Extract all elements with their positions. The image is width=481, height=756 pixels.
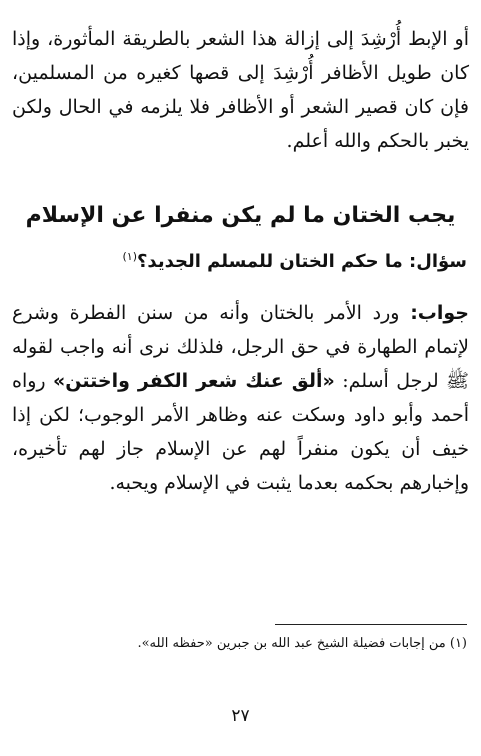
answer-text-before: ورد الأمر بالختان وأنه من سنن الفطرة وشرع لإتمام الطهارة في حق الرجل، فلذلك نرى أنه واجب لقوله ﷺ لرجل أسلم: — [12, 302, 470, 392]
question-text: ما حكم الختان للمسلم الجديد؟ — [136, 251, 403, 272]
intro-paragraph: أو الإبط أُرْشِدَ إلى إزالة هذا الشعر بالطريقة المأثورة، وإذا كان طويل الأظافر أُرْشِدَ إلى قصها كغيره من المسلمين، فإن كان قصير الشعر أو الأظافر فلا يلزمه في الحال ولكن يخبر بالحكم والله أعلم. — [12, 28, 469, 152]
question — [14, 250, 467, 272]
footnote: (١) من إجابات فضيلة الشيخ عبد الله بن جبرين «حفظه الله». — [137, 636, 467, 651]
hadith-quote: «ألق عنك شعر الكفر واختتن» — [53, 370, 335, 392]
footnote-reference: (١) — [122, 250, 137, 263]
section-heading: يجب الختان ما لم يكن منفرا عن الإسلام — [25, 203, 456, 228]
answer-text-after: رواه أحمد وأبو داود وسكت عنه وظاهر الأمر الوجوب؛ لكن إذا خيف أن يكون منفراً لهم عن الإسلام جاز لهم تأخيره، وإخبارهم بحكمه بعدما يثبت في الإسلام ويحبه. — [12, 370, 469, 494]
question-label: سؤال: — [409, 251, 467, 272]
answer-label: جواب: — [410, 302, 469, 324]
answer-paragraph — [12, 296, 469, 500]
footnote-divider — [275, 624, 467, 625]
page-number: ٢٧ — [231, 706, 250, 726]
